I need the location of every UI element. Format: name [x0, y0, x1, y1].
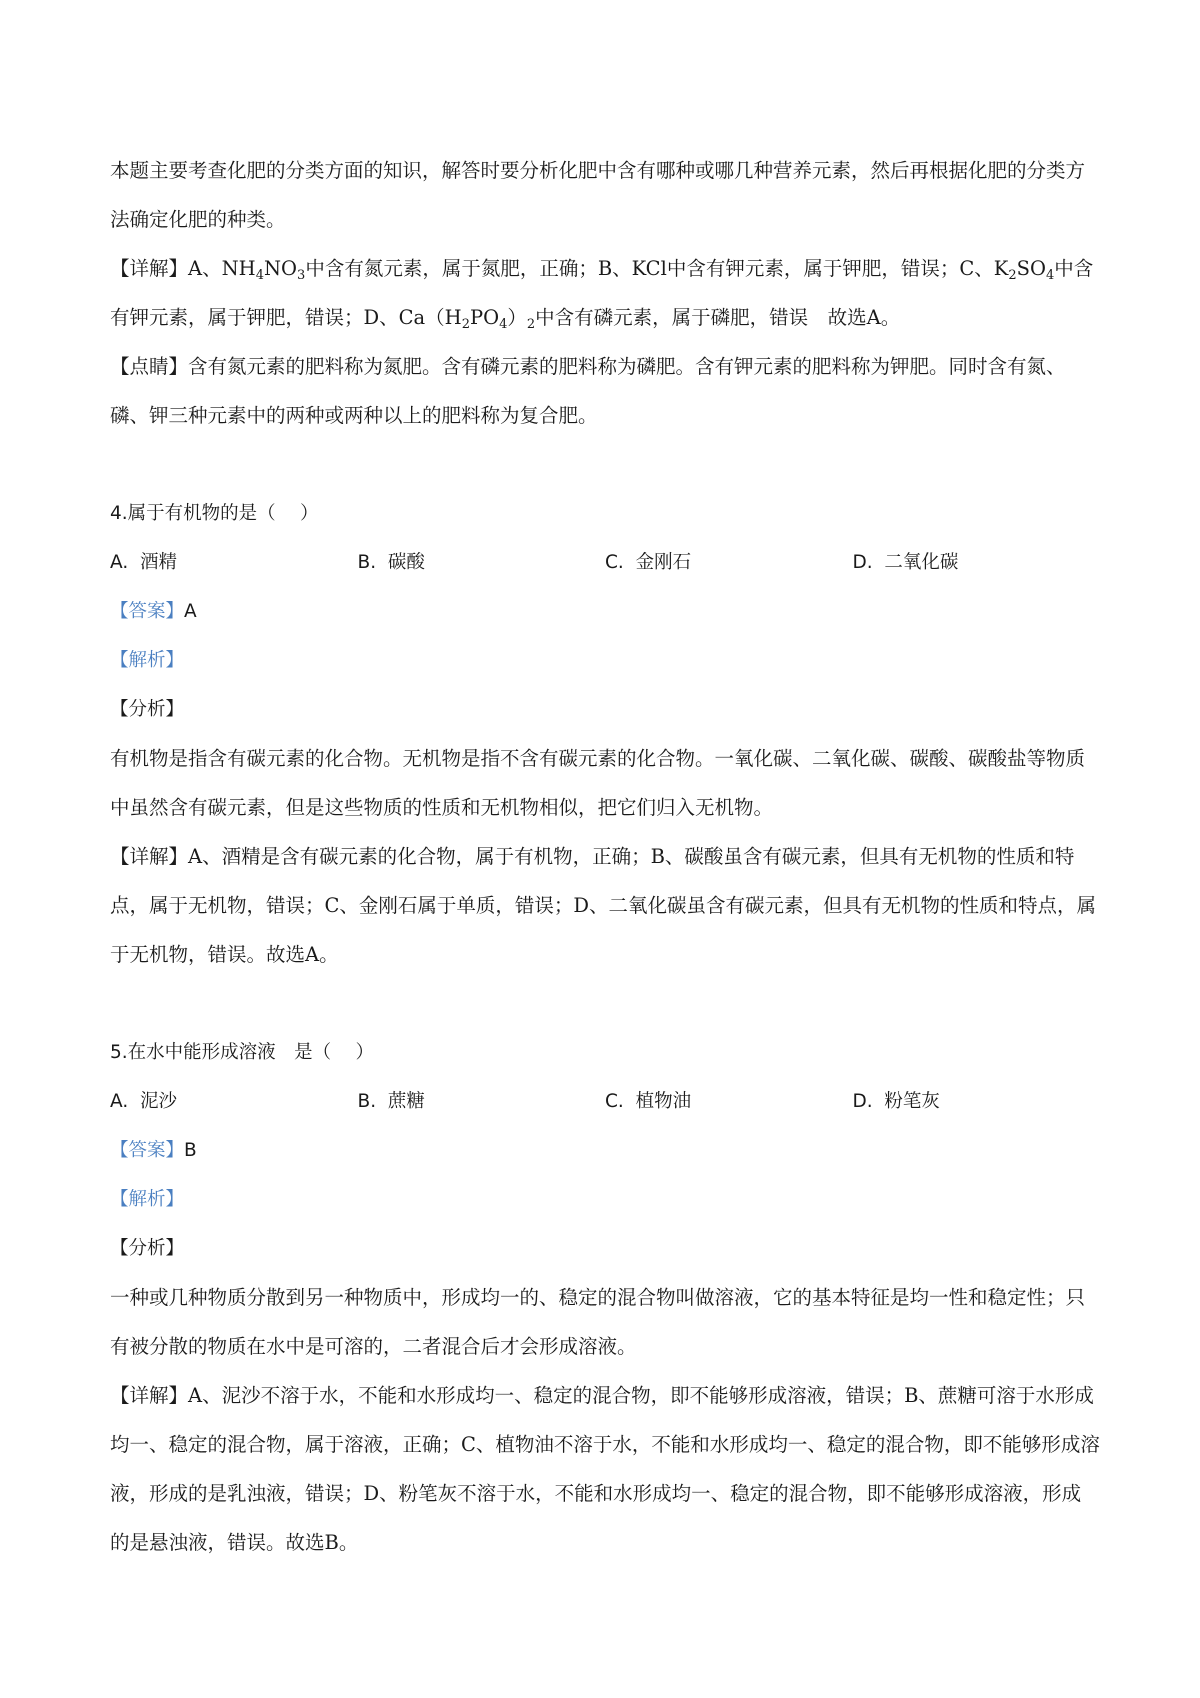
q5-jiexi-tag: 【解析】	[110, 1189, 185, 1210]
q5-analysis-tag: 【分析】	[110, 1238, 185, 1259]
q4-option-b: B. 碳酸	[357, 552, 425, 573]
q4-option-c: C. 金刚石	[605, 552, 692, 573]
q3-intro: 本题主要考查化肥的分类方面的知识，解答时要分析化肥中含有哪种或哪几种营养元素，然后再根据化肥的分类方法确定化肥的种类。	[110, 159, 1086, 231]
q4-analysis: 有机物是指含有碳元素的化合物。无机物是指不含有碳元素的化合物。一氧化碳、二氧化碳、碳酸、碳酸盐等物质中虽然含有碳元素，但是这些物质的性质和无机物相似，把它们归入无机物。	[110, 747, 1086, 819]
q3-detail: 【详解】A、$NH_4NO_3$中含有氮元素，属于氮肥，正确；B、KCl中含有钾元素，属于钾肥，错误；C、$K_2SO_4$中含有钾元素，属于钾肥，错误；D、$Ca(H_2PO_4)_2$中含有磷元素，属于磷肥，错误 故选A。	[110, 257, 1094, 332]
q5-stem: 5.在水中能形成溶液 是（ ）	[110, 1042, 375, 1063]
formula-k2so4: $K_2SO_4$	[993, 257, 1055, 283]
formula-cah2po4: $_2PO_4)_2$	[461, 306, 536, 332]
formula-nh4no3: $NH_4NO_3$	[221, 257, 306, 283]
q4-analysis-tag: 【分析】	[110, 699, 185, 720]
q4-stem: 4.属于有机物的是（ ）	[110, 503, 319, 524]
q4-option-a: A. 酒精	[110, 552, 177, 573]
q4-answer: 【答案】A	[110, 601, 197, 622]
document-content	[110, 146, 1100, 1567]
q5-analysis: 一种或几种物质分散到另一种物质中，形成均一的、稳定的混合物叫做溶液，它的基本特征是均一性和稳定性；只有被分散的物质在水中是可溶的，二者混合后才会形成溶液。	[110, 1286, 1086, 1358]
q4-option-d: D. 二氧化碳	[852, 552, 959, 573]
q4-answer-tag: 【答案】	[110, 601, 185, 622]
q5-option-b: B. 蔗糖	[357, 1091, 425, 1112]
q3-detail-tag: 【详解】	[110, 257, 189, 280]
q3-tip-tag: 【点睛】	[110, 355, 189, 378]
q5-answer: 【答案】B	[110, 1140, 197, 1161]
q4-jiexi-tag: 【解析】	[110, 650, 185, 671]
q4-options	[110, 538, 1100, 587]
q4-detail: 【详解】A、酒精是含有碳元素的化合物，属于有机物，正确；B、碳酸虽含有碳元素，但具有无机物的性质和特点，属于无机物，错误；C、金刚石属于单质，错误；D、二氧化碳虽含有碳元素，但具有无机物的性质和特点，属于无机物，错误。故选A。	[110, 845, 1097, 966]
q3-tip: 【点睛】含有氮元素的肥料称为氮肥。含有磷元素的肥料称为磷肥。含有钾元素的肥料称为钾肥。同时含有氮、磷、钾三种元素中的两种或两种以上的肥料称为复合肥。	[110, 355, 1066, 427]
q5-options	[110, 1077, 1100, 1126]
q5-answer-tag: 【答案】	[110, 1140, 185, 1161]
q5-detail: 【详解】A、泥沙不溶于水，不能和水形成均一、稳定的混合物，即不能够形成溶液，错误；B、蔗糖可溶于水形成均一、稳定的混合物，属于溶液，正确；C、植物油不溶于水，不能和水形成均一、稳定的混合物，即不能够形成溶液，形成的是乳浊液，错误；D、粉笔灰不溶于水，不能和水形成均一、稳定的混合物，即不能够形成溶液，形成的是悬浊液，错误。故选B。	[110, 1384, 1100, 1554]
q5-option-d: D. 粉笔灰	[852, 1091, 940, 1112]
q5-option-c: C. 植物油	[605, 1091, 692, 1112]
q5-option-a: A. 泥沙	[110, 1091, 177, 1112]
